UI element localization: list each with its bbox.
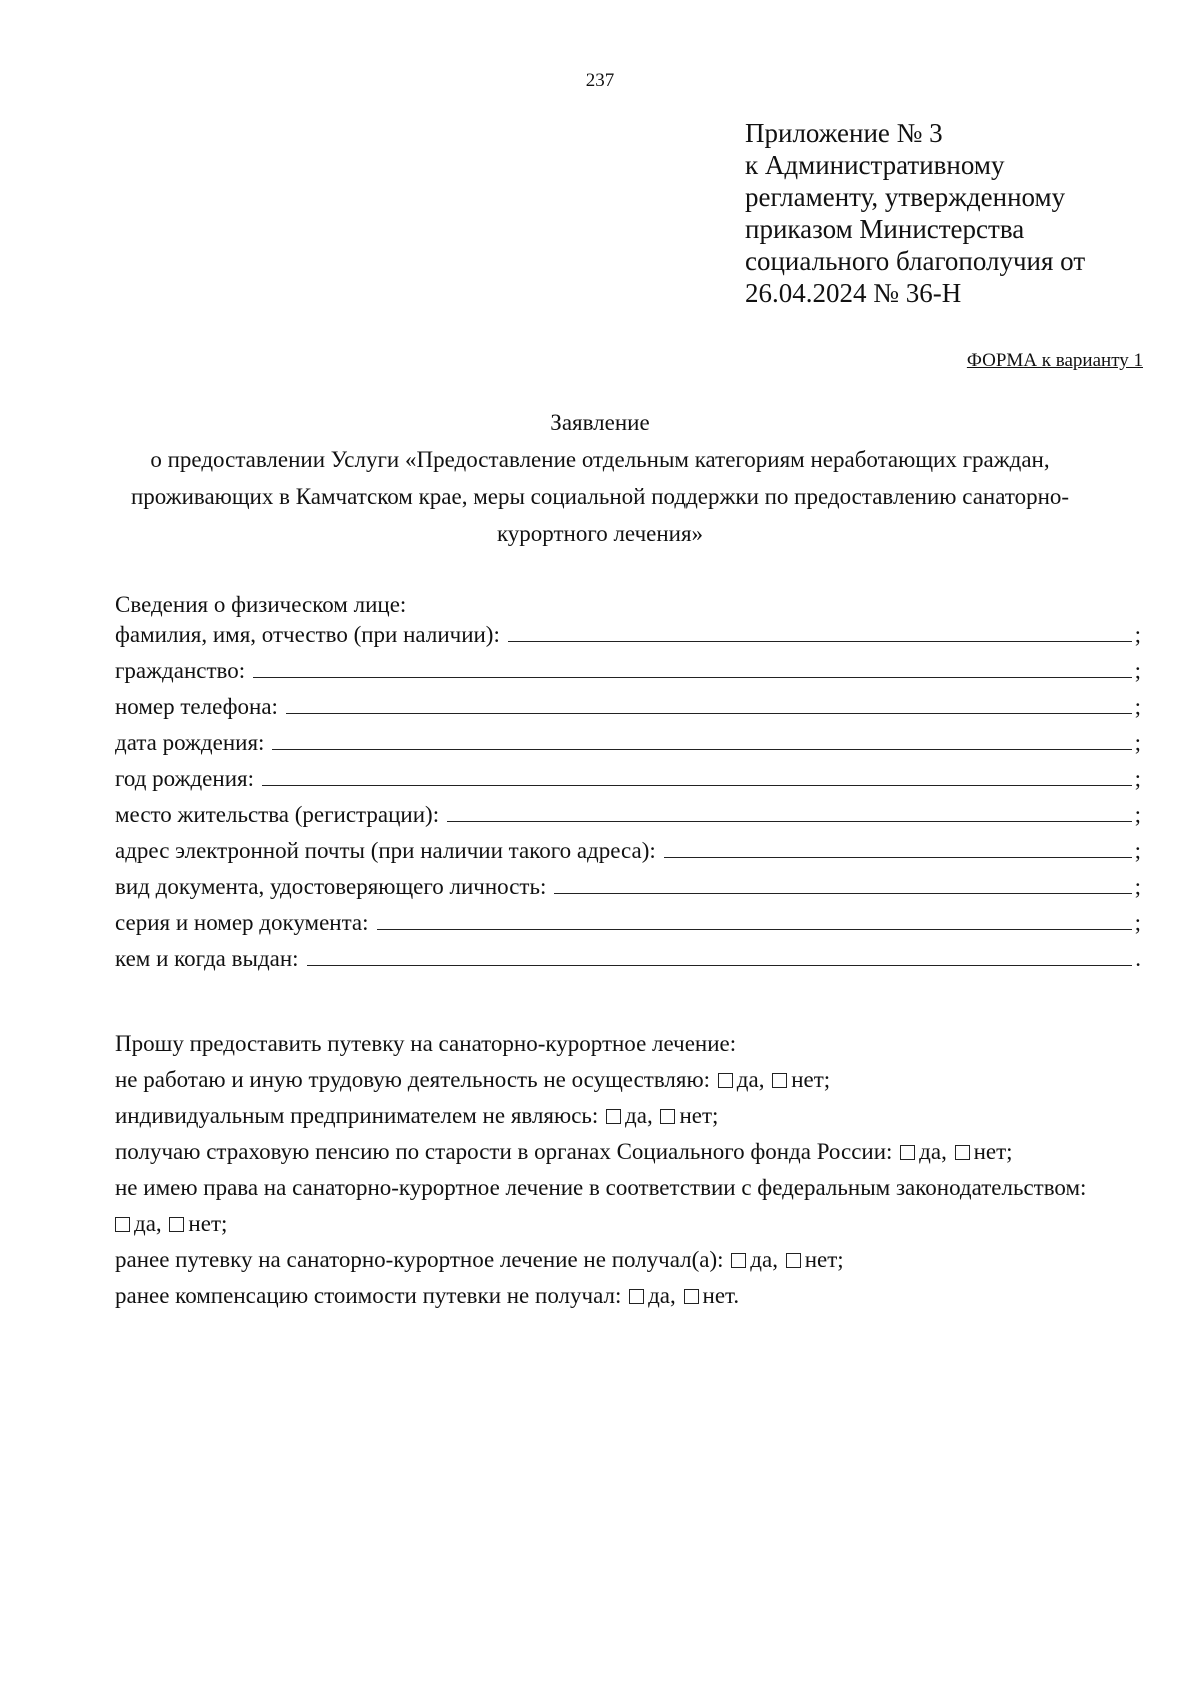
request-item-text: индивидуальным предпринимателем не являюсь: (115, 1103, 599, 1128)
no-label: нет (791, 1067, 824, 1092)
appendix-line: социального благополучия от (745, 246, 1086, 276)
request-item-text: не имею права на санаторно-курортное лечение в соответствии с федеральным законодательством: (115, 1175, 1087, 1200)
field-end: ; (1134, 694, 1141, 719)
field-label: серия и номер документа: (115, 910, 369, 935)
field-end: ; (1134, 622, 1141, 647)
document-title (60, 404, 1140, 552)
no-checkbox[interactable] (660, 1109, 675, 1124)
field-id-document-type (115, 870, 1141, 900)
item-end: ; (837, 1247, 844, 1272)
fill-line[interactable] (554, 892, 1131, 894)
item-end: ; (221, 1211, 228, 1236)
yes-checkbox[interactable] (629, 1289, 644, 1304)
request-section (115, 1026, 1160, 1314)
field-label: вид документа, удостоверяющего личность: (115, 874, 547, 899)
field-label: дата рождения: (115, 730, 265, 755)
item-end: ; (712, 1103, 719, 1128)
title-line: курортного лечения» (496, 521, 704, 546)
fill-line[interactable] (286, 712, 1132, 714)
item-end: ; (1006, 1139, 1013, 1164)
form-variant-label: ФОРМА к варианту 1 (966, 350, 1143, 371)
yes-checkbox[interactable] (606, 1109, 621, 1124)
yes-label: да, (134, 1211, 162, 1236)
no-checkbox[interactable] (786, 1253, 801, 1268)
field-issued-by (115, 942, 1141, 972)
field-label: адрес электронной почты (при наличии такого адреса): (115, 838, 656, 863)
no-label: нет (973, 1139, 1007, 1164)
yes-checkbox[interactable] (115, 1217, 130, 1232)
yes-checkbox[interactable] (731, 1253, 746, 1268)
appendix-line: 26.04.2024 № 36-Н (745, 278, 962, 308)
field-label: место жительства (регистрации): (115, 802, 440, 827)
fill-line[interactable] (272, 748, 1131, 750)
request-heading: Прошу предоставить путевку на санаторно-курортное лечение: (115, 1031, 737, 1056)
yes-label: да, (736, 1067, 765, 1092)
field-end: ; (1134, 766, 1141, 791)
field-document-number (115, 906, 1141, 936)
yes-label: да, (648, 1283, 676, 1308)
appendix-line: Приложение № 3 (745, 118, 943, 148)
field-label: номер телефона: (115, 694, 278, 719)
field-label: фамилия, имя, отчество (при наличии): (115, 622, 500, 647)
no-checkbox[interactable] (955, 1145, 970, 1160)
no-label: нет (804, 1247, 838, 1272)
no-checkbox[interactable] (169, 1217, 184, 1232)
request-item-text: не работаю и иную трудовую деятельность не осуществляю: (115, 1067, 711, 1092)
title-line: о предоставлении Услуги «Предоставление отдельным категориям неработающих граждан, (150, 447, 1050, 472)
request-item-pension (115, 1134, 1160, 1170)
fill-line[interactable] (377, 928, 1132, 930)
item-end: ; (823, 1067, 831, 1092)
field-label: кем и когда выдан: (115, 946, 299, 971)
fill-line[interactable] (307, 964, 1133, 966)
fill-line[interactable] (508, 640, 1132, 642)
no-label: нет (188, 1211, 221, 1236)
field-label: гражданство: (115, 658, 246, 683)
field-end: ; (1134, 838, 1141, 863)
no-label: нет (679, 1103, 713, 1128)
title-line: проживающих в Камчатском крае, меры социальной поддержки по предоставлению санаторно- (130, 484, 1070, 509)
no-label: нет (702, 1283, 734, 1308)
person-section-heading: Сведения о физическом лице: (115, 592, 407, 617)
appendix-line: приказом Министерства (745, 214, 1025, 244)
page-number: 237 (585, 70, 615, 91)
fill-line[interactable] (447, 820, 1132, 822)
fill-line[interactable] (664, 856, 1132, 858)
request-item-no-federal-right-options (115, 1206, 1160, 1242)
field-email (115, 834, 1141, 864)
yes-checkbox[interactable] (718, 1073, 733, 1088)
appendix-line: к Административному (745, 150, 1005, 180)
request-item-text: получаю страховую пенсию по старости в органах Социального фонда России: (115, 1139, 893, 1164)
no-checkbox[interactable] (772, 1073, 787, 1088)
field-end: ; (1134, 874, 1141, 899)
request-item-voucher-not-received (115, 1242, 1160, 1278)
request-item-no-federal-right (115, 1170, 1160, 1206)
request-item-not-entrepreneur (115, 1098, 1160, 1134)
field-birth-date (115, 726, 1141, 756)
fill-line[interactable] (253, 676, 1132, 678)
yes-label: да, (625, 1103, 653, 1128)
yes-label: да, (919, 1139, 947, 1164)
item-end: . (733, 1283, 740, 1308)
field-label: год рождения: (115, 766, 254, 791)
field-end: ; (1134, 658, 1141, 683)
request-item-not-working (115, 1062, 1160, 1098)
field-residence (115, 798, 1141, 828)
yes-label: да, (750, 1247, 778, 1272)
field-full-name (115, 618, 1141, 648)
fill-line[interactable] (262, 784, 1132, 786)
no-checkbox[interactable] (684, 1289, 699, 1304)
field-citizenship (115, 654, 1141, 684)
request-item-text: ранее компенсацию стоимости путевки не получал: (115, 1283, 622, 1308)
title-heading: Заявление (550, 410, 650, 435)
field-end: ; (1134, 802, 1141, 827)
request-item-compensation-not-received (115, 1278, 1160, 1314)
field-birth-year (115, 762, 1141, 792)
field-end: . (1135, 946, 1141, 971)
yes-checkbox[interactable] (900, 1145, 915, 1160)
appendix-line: регламенту, утвержденному (745, 182, 1066, 212)
request-item-text: ранее путевку на санаторно-курортное лечение не получал(а): (115, 1247, 724, 1272)
field-end: ; (1134, 730, 1141, 755)
field-end: ; (1134, 910, 1141, 935)
field-phone (115, 690, 1141, 720)
appendix-header (745, 117, 1165, 309)
